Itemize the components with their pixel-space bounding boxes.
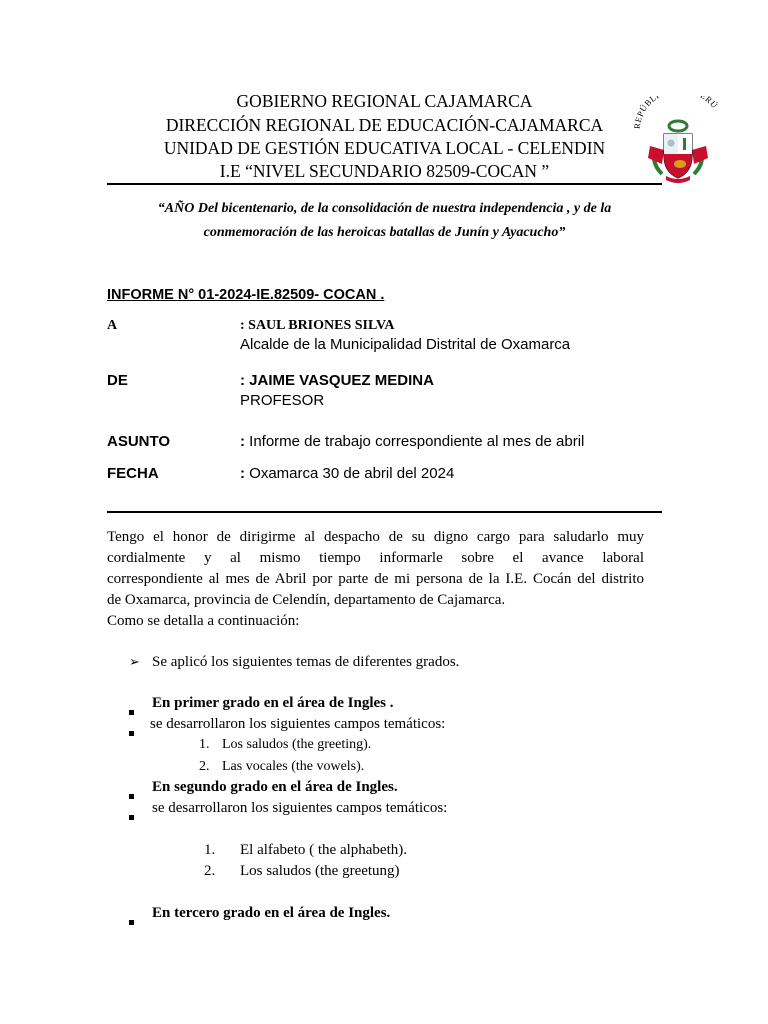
grade1-subheading: se desarrollaron los siguientes campos temáticos:	[150, 716, 446, 732]
grade1-heading: En primer grado en el área de Ingles .	[152, 695, 394, 711]
grade1-item-2: Las vocales (the vowels).	[222, 759, 365, 774]
square-bullet-icon	[129, 786, 134, 804]
report-title: INFORME N° 01-2024-IE.82509- COCAN .	[107, 287, 385, 303]
from-label: DE	[107, 372, 128, 389]
header-line-1: GOBIERNO REGIONAL CAJAMARCA	[236, 91, 533, 111]
date-colon: :	[240, 465, 245, 482]
grade2-item-2: Los saludos (the greetung)	[240, 863, 400, 879]
paragraph-line-4: de Oxamarca, provincia de Celendín, departamento de Cajamarca.	[107, 592, 506, 608]
header-divider	[107, 183, 662, 185]
to-name: : SAUL BRIONES SILVA	[240, 318, 395, 333]
square-bullet-icon	[129, 723, 134, 741]
paragraph-line-5: Como se detalla a continuación:	[107, 613, 300, 629]
to-label: A	[107, 318, 118, 333]
intro-paragraph	[107, 527, 644, 632]
grade2-item-1-num: 1.	[204, 842, 216, 858]
grade3-heading: En tercero grado en el área de Ingles.	[152, 905, 391, 921]
subject-line	[240, 433, 584, 450]
paragraph-line-1: Tengo el honor de dirigirme al despacho de su digno cargo para saludarlo muy	[107, 529, 644, 545]
grade2-item-2-num: 2.	[204, 863, 216, 879]
date-value: Oxamarca 30 de abril del 2024	[245, 465, 455, 482]
section-divider	[107, 511, 662, 513]
date-label: FECHA	[107, 465, 159, 482]
arrow-bullet-icon: ➢	[129, 654, 140, 669]
coat-of-arms-seal	[628, 96, 728, 188]
square-bullet-icon	[129, 807, 134, 825]
subject-label: ASUNTO	[107, 433, 171, 450]
from-role: PROFESOR	[240, 392, 325, 409]
subject-value: Informe de trabajo correspondiente al mes de abril	[245, 433, 585, 450]
grade2-subheading: se desarrollaron los siguientes campos temáticos:	[152, 800, 448, 816]
grade1-item-1-num: 1.	[199, 737, 210, 752]
header-line-4: I.E “NIVEL SECUNDARIO 82509-COCAN ”	[219, 161, 550, 181]
grade2-heading: En segundo grado en el área de Ingles.	[152, 779, 398, 795]
date-line	[240, 465, 454, 482]
grade1-item-1: Los saludos (the greeting).	[222, 737, 372, 752]
paragraph-line-2: cordialmente y al mismo tiempo informarle sobre el avance laboral	[107, 550, 644, 566]
arrow-item-text: Se aplicó los siguientes temas de diferentes grados.	[152, 654, 460, 670]
paragraph-line-3: correspondiente al mes de Abril por parte de mi persona de la I.E. Cocán del distrito	[107, 571, 644, 587]
motto-line-2: conmemoración de las heroicas batallas de Junín y Ayacucho”	[203, 225, 566, 240]
subject-colon: :	[240, 433, 245, 450]
grade1-item-2-num: 2.	[199, 759, 210, 774]
header-line-3: UNIDAD DE GESTIÓN EDUCATIVA LOCAL - CELENDIN	[163, 138, 606, 158]
square-bullet-icon	[129, 702, 134, 720]
motto-line-1: “AÑO Del bicentenario, de la consolidación de nuestra independencia , y de la	[157, 201, 612, 216]
grade2-item-1: El alfabeto ( the alphabeth).	[240, 842, 408, 858]
header-line-2: DIRECCIÓN REGIONAL DE EDUCACIÓN-CAJAMARCA	[165, 115, 604, 135]
from-name: : JAIME VASQUEZ MEDINA	[240, 372, 434, 389]
square-bullet-icon	[129, 912, 134, 930]
to-role: Alcalde de la Municipalidad Distrital de Oxamarca	[240, 336, 571, 353]
svg-text:REPÚBLICA DEL PERÚ: REPÚBL RÚ	[631, 96, 721, 130]
